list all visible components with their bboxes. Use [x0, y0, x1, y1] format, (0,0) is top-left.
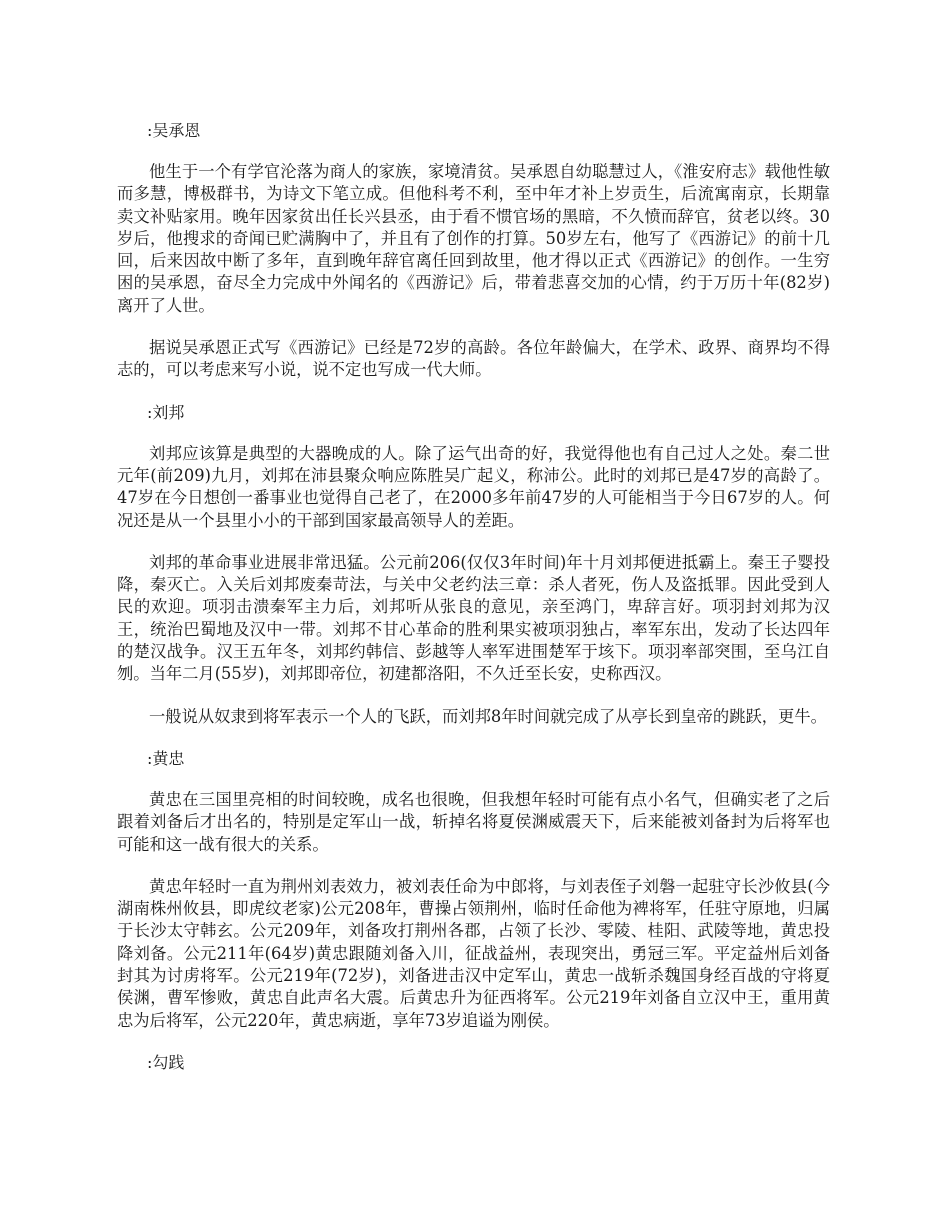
- section-heading-wu-chengen: :吴承恩: [147, 121, 201, 140]
- paragraph: 刘邦应该算是典型的大器晚成的人。除了运气出奇的好，我觉得他也有自己过人之处。秦二世元年(前209)九月，刘邦在沛县聚众响应陈胜吴广起义，称沛公。此时的刘邦已是47岁的高龄了。47岁在今日想创一番事业也觉得自己老了，在2000多年前47岁的人可能相当于今日67岁的人。何况还是从一个县里小小的干部到国家最高领导人的差距。: [117, 443, 830, 530]
- paragraph: 他生于一个有学官沦落为商人的家族，家境清贫。吴承恩自幼聪慧过人，《淮安府志》载他性敏而多慧，博极群书，为诗文下笔立成。但他科考不利，至中年才补上岁贡生，后流寓南京，长期靠卖文补贴家用。晚年因家贫出任长兴县丞，由于看不惯官场的黑暗，不久愤而辞官，贫老以终。30岁后，他搜求的奇闻已贮满胸中了，并且有了创作的打算。50岁左右，他写了《西游记》的前十几回，后来因故中断了多年，直到晚年辞官离任回到故里，他才得以正式《西游记》的创作。一生穷困的吴承恩，奋尽全力完成中外闻名的《西游记》后，带着悲喜交加的心情，约于万历十年(82岁)离开了人世。: [117, 162, 830, 315]
- paragraph: 一般说从奴隶到将军表示一个人的飞跃，而刘邦8年时间就完成了从亭长到皇帝的跳跃，更牛。: [149, 706, 827, 726]
- section-heading-gou-jian: :勾践: [147, 1052, 185, 1072]
- section-heading-huang-zhong: :黄忠: [147, 748, 185, 768]
- paragraph: 刘邦的革命事业进展非常迅猛。公元前206(仅仅3年时间)年十月刘邦便进抵霸上。秦王子婴投降，秦灭亡。入关后刘邦废秦苛法，与关中父老约法三章：杀人者死，伤人及盗抵罪。因此受到人民的欢迎。项羽击溃秦军主力后，刘邦听从张良的意见，亲至鸿门，卑辞言好。项羽封刘邦为汉王，统治巴蜀地及汉中一带。刘邦不甘心革命的胜利果实被项羽独占，率军东出，发动了长达四年的楚汉战争。汉王五年冬，刘邦约韩信、彭越等人率军进围楚军于垓下。项羽率部突围，至乌江自刎。当年二月(55岁)，刘邦即帝位，初建都洛阳，不久迁至长安，史称西汉。: [117, 552, 830, 684]
- paragraph: 黄忠在三国里亮相的时间较晚，成名也很晚，但我想年轻时可能有点小名气，但确实老了之后跟着刘备后才出名的，特别是定军山一战，斩掉名将夏侯渊威震天下，后来能被刘备封为后将军也可能和这一战有很大的关系。: [117, 789, 830, 854]
- paragraph: 黄忠年轻时一直为荆州刘表效力，被刘表任命为中郎将，与刘表侄子刘磐一起驻守长沙攸县(今湖南株州攸县，即虎纹老家)公元208年，曹操占领荆州，临时任命他为裨将军，任驻守原地，归属于长沙太守韩玄。公元209年，刘备攻打荆州各郡，占领了长沙、零陵、桂阳、武陵等地，黄忠投降刘备。公元211年(64岁)黄忠跟随刘备入川，征战益州，表现突出，勇冠三军。平定益州后刘备封其为讨虏将军。公元219年(72岁)，刘备进击汉中定军山，黄忠一战斩杀魏国身经百战的守将夏侯渊，曹军惨败，黄忠自此声名大震。后黄忠升为征西将军。公元219年刘备自立汉中王，重用黄忠为后将军，公元220年，黄忠病逝，享年73岁追谥为刚侯。: [117, 876, 830, 1030]
- document-body: [117, 120, 830, 1093]
- paragraph: 据说吴承恩正式写《西游记》已经是72岁的高龄。各位年龄偏大，在学术、政界、商界均不得志的，可以考虑来写小说，说不定也写成一代大师。: [117, 338, 830, 380]
- section-heading-liu-bang: :刘邦: [147, 402, 185, 422]
